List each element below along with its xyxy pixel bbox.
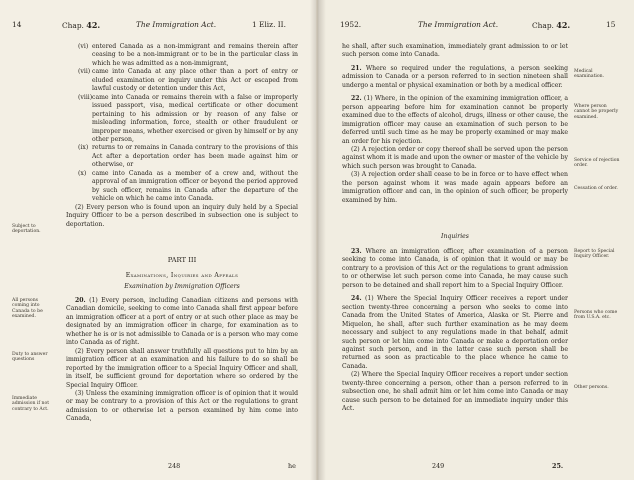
right-running-title: The Immigration Act. (418, 20, 499, 29)
margin-note-other-persons: Other persons. (574, 385, 609, 390)
list-item: (vi) entered Canada as a non-immigrant and remains therein after ceasing to be a non-immigrant or to be in the particular class in which he was admitted as a non-immigrant, (78, 43, 298, 67)
margin-note-cessation: Cessation of order. (574, 186, 618, 191)
right-year: 1952. (340, 20, 362, 29)
section-20-number: 20. (75, 297, 86, 304)
part-subtitle: Examination by Immigration Officers (124, 283, 240, 290)
margin-note-immediate-admission: Immediate admission if not contrary to Act. (12, 396, 50, 412)
subsection-2: (2) Every person who is found upon an inquiry duly held by a Special Inquiry Officer to be a person described in subsection one is subject to deportation. (66, 203, 298, 228)
section-20: 20. (1) Every person, including Canadian citizens and persons with Canadian domicile, seeking to come into Canada shall first appear before an immigration officer at a port of entry or at such other place as may be designated by an immigration officer in charge, for examination as to whether he is or is not admissible to Canada or is a person who may come into Canada as of right. (2) Every person shall answer truthfully all questions put to him by an immigration officer at an examination and his failure to do so shall be reported by the immigration officer to a Special Inquiry Officer and shall, in itself, be sufficient ground for deportation where so ordered by the Special Inquiry Officer. (3) Unless the examining immigration officer is of opinion that it would or may be contrary to a provision of this Act or the regulations to grant admission to or otherwise let a person examined by him come into Canada, (66, 297, 298, 423)
margin-note-duty: Duty to answer questions (12, 352, 48, 363)
margin-note-subject-to-deportation: Subject to deportation. (12, 224, 41, 235)
margin-note-report: Report to Special Inquiry Officer. (574, 249, 615, 260)
section-23: 23. Where an immigration officer, after examination of a person seeking to come into Canada, is of opinion that it would or may be contrary to a provision of this Act or the regulations to grant admission to or otherwise let such person come into Canada, he may cause such person to be detained and shall report him to a Special Inquiry Officer. (342, 248, 568, 289)
section-22-subsection-1: 22. (1) Where, in the opinion of the examining immigration officer, a person appearing before him for examination cannot be properly examined due to the effects of alcohol, drugs, illness or other cause, the immigration officer may cause an examination of such person to be deferred until such time as he may be properly examined or may make an order for his rejection. (342, 95, 568, 145)
list-item: (ix) returns to or remains in Canada contrary to the provisions of this Act after a deportation order has been made against him or otherwise, or (78, 144, 298, 169)
section-20-subsection-3: (3) Unless the examining immigration officer is of opinion that it would or may be contrary to a provision of this Act or the regulations to grant admission to or otherwise let a person examined by him come into Canada, (66, 389, 298, 423)
left-chapter: Chap. 42. (62, 20, 101, 30)
part-heading: PART III (167, 256, 197, 264)
section-21: 21. Where so required under the regulations, a person seeking admission to Canada or a person referred to in section nineteen shall undergo a mental or physical examination or both by a medical officer. (342, 64, 568, 89)
margin-note-where-person: Where person cannot be properly examined. (574, 104, 619, 120)
right-page (318, 0, 634, 480)
list-item: (vii) came into Canada at any place other than a port of entry or eluded examination or inquiry under this Act or escaped from lawful custody or detention under this Act, (78, 68, 298, 93)
continuation-text: he shall, after such examination, immediately grant admission to or let such person come into Canada. (342, 43, 568, 59)
section-20-subsection-2: (2) Every person shall answer truthfully all questions put to him by an immigration officer at an examination and his failure to do so shall be reported by the immigration officer to a Special Inquiry Officer and shall, in itself, be sufficient ground for deportation where so ordered by the Special Inquiry Officer. (66, 347, 298, 389)
left-regnal-year: 1 Eliz. II. (252, 20, 286, 29)
list-item: (viii)came into Canada or remains therein with a false or improperly issued passport, visa, medical certificate or other document pertaining to his admission or by reason of any false or misleading information, force, stealth or other fraudulent or improper means, whether exercised or given by himself or by any other person, (78, 93, 298, 143)
section-22-subsection-3: (3) A rejection order shall cease to be in force or to have effect when the person against whom it was made again appears before an immigration officer and can, in the opinion of such officer, be properly examined by him. (342, 171, 568, 204)
left-page-number: 14 (12, 20, 22, 29)
section-24-subsection-2: (2) Where the Special Inquiry Officer receives a report under section twenty-three concerning a person, other than a person referred to in subsection one, he shall admit him or let him come into Canada or may cause such person to be detained for an immediate inquiry under this Act. (342, 371, 568, 413)
book-gutter (310, 0, 326, 480)
margin-note-service: Service of rejection order. (574, 158, 620, 169)
right-upper-block (342, 43, 568, 205)
section-24-subsection-1: 24. (1) Where the Special Inquiry Officer receives a report under section twenty-three concerning a person who seeks to come into Canada from the United States of America, Alaska or St. Pierre and Miquelon, he shall, after such further examination as he may deem necessary and subject to any regulations made in that behalf, admit such person or let him come into Canada or make a deportation order against such person, and in the latter case such person shall be returned as soon as practicable to the place whence he came to Canada. (342, 295, 568, 370)
list-item: (x) came into Canada as a member of a crew and, without the approval of an immigration officer or beyond the period approved by such officer, remains in Canada after the departure of the vehicle on which he came into Canada. (78, 169, 298, 203)
section-22-subsection-2: (2) A rejection order or copy thereof shall be served upon the person against whom it is made and upon the owner or master of the vehicle by which such person was brought to Canada. (342, 145, 568, 170)
right-chapter: Chap. 42. (532, 20, 571, 30)
right-footer-page-number: 249 (432, 462, 445, 470)
right-lower-block (342, 248, 568, 414)
right-page-number: 15 (606, 20, 616, 29)
left-items-block (66, 43, 298, 229)
left-footer-page-number: 248 (168, 462, 181, 470)
left-running-title: The Immigration Act. (136, 20, 217, 29)
part-title: Examinations, Inquiries and Appeals (125, 272, 239, 279)
margin-note-medical: Medical examination. (574, 69, 605, 80)
margin-note-all-persons: All persons coming into Canada to be examined. (12, 298, 43, 320)
left-page (0, 0, 316, 480)
left-catchword: he (288, 462, 296, 470)
inquiries-heading: Inquiries (441, 233, 469, 240)
margin-note-persons-from-usa: Persons who come from U.S.A. etc. (574, 310, 618, 321)
right-catchword: 25. (552, 462, 564, 470)
